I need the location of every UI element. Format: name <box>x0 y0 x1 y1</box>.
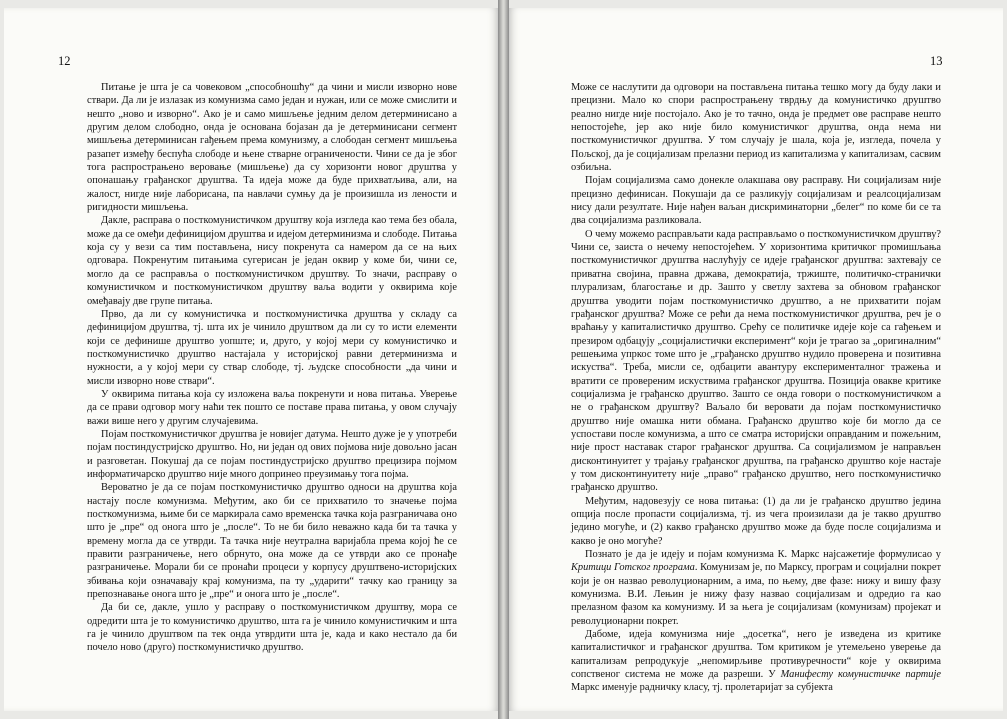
paragraph: Појам посткомунистичког друштва је новијег датума. Нешто дуже је у употреби појам постиндустријско друштво. Но, ни један од ових појмова није довољно јасан и разговетан. Покушај да се појам постиндустријско друштво прецизира појмом информатичарско друштво није много допринео преузимању тога појма. <box>87 428 457 480</box>
paragraph-text: . Комунизам је, по Марксу, програм и социјални покрет који је он назвао револуционарним, а има, по њему, две фазе: нижу и вишу фазу комунизма. В.И. Лењин је нижу фазу назвао социјализам и одредио га као прелазном фазом ка комунизму. И за њега је социјализам (комунизам) пројекат и револуционарни покрет. <box>571 562 941 627</box>
book-title-italic: Манифесту комунистичке партије <box>780 669 941 681</box>
paragraph: О чему можемо расправљати када расправљамо о посткомунистичком друштву? Чини се, заиста о нечему непостојећем. У хоризонтима критичког промишљања посткомунистичког друштва наслућују се идеје грађанског друштва: захтевају се приватна својина, правна држава, демократија, тржиште, политичко-странички плурализам, благостање и др. Зашто у светлу захтева за обновом грађанског друштва уводити појам посткомунистичко друштво, а не прихватити појам грађанског друштва? Може се рећи да нема посткомунистичког друштва, реч је о враћању у капиталистичко друштво. Срећу се политичке идеје које са гађењем и презиром одбацују „социјалистички експеримент“ који је трагао за „оригиналним“ решењима упркос томе што је „грађанско друштво нудило проверена и позитивна искуства“. Треба, мисли се, одбацити авантуру експерименталног тражења и вратити се провереним искуствима грађанског друштва. Позиција овакве критике социјализма је грађанско друштво. Зашто се онда говори о посткомунистичком а не о грађанском друштву? Ваљало би веровати да појам посткомунистичко друштво није омашка нити обмана. Грађанско друштво које би могло да се успостави после комунизма, а што се сматра историјски оправданим и пожељним, није прост наставак старог грађанског друштва. Са социјализмом је направљен дисконтинуитет у трајању грађанског друштва, па грађанско друштво које настаје у том дисконтинуитету није „право“ грађанско друштво, него посткомунистичко грађанско друштво. <box>571 228 941 494</box>
left-page <box>4 8 498 711</box>
paragraph: Појам социјализма само донекле олакшава ову расправу. Ни социјализам није прецизно дефинисан. Покушаји да се разликују социјализам и реалсоцијализам нису дали резултате. Није нађен ваљан дискриминаторни „белег“ по коме би се та два социјализма разликовала. <box>571 175 941 227</box>
page-number-right: 13 <box>930 54 943 68</box>
paragraph: Прво, да ли су комунистичка и посткомунистичка друштва у складу са дефиницијом друштва, тј. шта их је чинило друштвом да ли су то исти елементи који се дефинише друштво уопште; и, друго, у којој мери су комунистичко и посткомунистичко друштво настајала у историјској равни детерминизма и нужности, а у којој мери су ствар слободе, тј. људске способности „да чини и мисли изворно нове ствари“. <box>87 308 457 387</box>
paragraph-text: Дабоме, идеја комунизма није „досетка“, него је изведена из критике капиталистичког и грађанског друштва. Том критиком је утемељено уверење да капитализам репродукује „непомирљиве противуречности“ које у оквирима сопственог система не може да разреши. У <box>571 629 941 681</box>
paragraph <box>571 628 941 695</box>
paragraph <box>571 548 941 628</box>
right-page <box>509 8 1003 711</box>
paragraph: Дакле, расправа о посткомунистичком друштву која изгледа као тема без обала, може да се омеђи дефиницијом друштва и идејом детерминизма и слободе. Питања која су у вези са тим постављена, нису покренута са намером да се на њих одговара. Покренутим питањима сугерисан је један оквир у коме би, чини се, могло да се расправља о посткомунистичком друштву. То значи, расправу о комунистичком и посткомунистичком друштву ваља водити у оквирима које омеђавају две групе питања. <box>87 215 457 307</box>
book-gutter <box>498 0 509 719</box>
paragraph-text: Познато је да је идеју и појам комунизма К. Маркс најсажетије формулисао у <box>585 549 941 561</box>
paragraph: Може се наслутити да одговори на постављена питања тешко могу да буду лаки и прецизни. Мало ко спори распрострањену тврдњу да комунистичко друштво реално нигде није постојало. Ако је то тачно, онда је предмет ове расправе нешто непостојеће, јер ако није било комунистичког друштва, онда нема ни посткомунистичког друштва. У том случају је шала, која је, изгледа, почела у Пољској, да је социјализам прелазни период из капитализма у капитализам, сасвим озбиљна. <box>571 82 941 174</box>
paragraph: Међутим, надовезују се нова питања: (1) да ли је грађанско друштво једина опција после пропасти социјализма, тј. из чега произилази да је такво друштво једино могуће, и (2) какво грађанско друштво може да буде после социјализма и какво је оно могуће? <box>571 495 941 547</box>
paragraph: Вероватно је да се појам посткомунистичко друштво односи на друштва која настају после комунизма. Међутим, ако би се прихватило то значење појма посткомунизма, њиме би се маркирала само временска тачка која разграничава оно што је „пре“ од онога што је „после“. То не би било неважно када би та тачка у времену могла да се утврди. Та тачка није неутрална варијабла према којој ће се правити разграничење, него обрнуто, она може да се утврди ако се пронађе разграничење. Морали би се пронаћи процеси у корпусу друштвено-историјских збивања који означавају крај комунизма, па ту „ударити“ тачку као границу за препознавање онога што је „пре“ и онога што је „после“. <box>87 482 457 601</box>
left-page-text <box>87 81 457 655</box>
paragraph-text: Маркс именује радничку класу, тј. пролетаријат за субјекта <box>571 682 833 694</box>
page-number-left: 12 <box>58 54 71 68</box>
book-title-italic: Критици Готског програма <box>571 562 695 574</box>
paragraph: Питање је шта је са човековом „способношћу“ да чини и мисли изворно нове ствари. Да ли је излазак из комунизма само један и нужан, или се може смислити и нешто „ново и изворно“. Ако је и само мишљење једним делом детерминисано а другим делом слободно, онда је основана бојазан да је детерминисани сегмент мишљења детерминисан гађењем према комунизму, а слободан сегмент мишљења разапет између беспућа слободе и њене стварне ограничености. Чини се да је због тога распрострањено веровање (мишљење) да су хоризонти новог друштва у опонашању грађанског друштва. Та идеја може да буде прихватљива, али, на жалост, нигде није лаборисана, па навлачи сумњу да је произишла из лености и ригидности мишљења. <box>87 82 457 214</box>
right-page-text <box>571 81 941 695</box>
paragraph: Да би се, дакле, ушло у расправу о посткомунистичком друштву, мора се одредити шта је то комунистичко друштво, шта га је чинило комунистичким и шта га је чинило друштвом па тек онда утврдити шта је, када и како нестало да би почело ново (друго) посткомунистичко друштво. <box>87 602 457 654</box>
paragraph: У оквирима питања која су изложена ваља покренути и нова питања. Уверење да се прави одговор могу наћи тек пошто се поставе права питања, у овом случају важи више него у другим случајевима. <box>87 388 457 427</box>
